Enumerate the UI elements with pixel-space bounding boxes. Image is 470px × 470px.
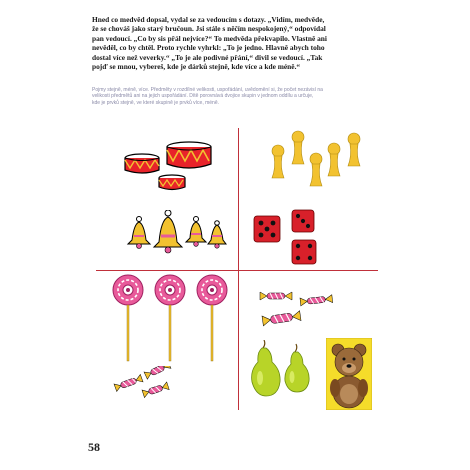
drums-group bbox=[118, 140, 218, 196]
lollipop-icon bbox=[113, 275, 143, 361]
story-text bbox=[92, 15, 376, 71]
vertical-divider bbox=[238, 128, 239, 410]
candy-icon bbox=[262, 311, 301, 326]
candy-icon bbox=[142, 382, 169, 398]
bells-group bbox=[126, 210, 231, 262]
bell-icon bbox=[208, 221, 226, 249]
pawn-icon bbox=[348, 133, 360, 166]
instruction-line: Pojmy stejně, méně, více. Předměty v rozdílné velikosti, uspořádání, uvědomění si, že počet nezávisí na bbox=[92, 87, 323, 93]
bell-icon bbox=[154, 210, 182, 253]
drum-icon bbox=[167, 142, 211, 168]
candy-icon bbox=[114, 374, 143, 391]
pawn-icon bbox=[328, 143, 340, 176]
candies-left-group bbox=[112, 366, 172, 406]
story-line: nevěděl, co by chtěl. Proto rychle vyhrkl: „To je jedno. Hlavně abych toho bbox=[92, 43, 325, 53]
drum-icon bbox=[159, 175, 185, 190]
instruction-line: velikosti předmětů ani na jejich uspořádání. Dítě porovnává dvojice skupin v jednom oddílu a určuje, bbox=[92, 93, 314, 100]
pawn-icon bbox=[292, 131, 304, 164]
exercise-instructions bbox=[92, 87, 382, 106]
pear-icon bbox=[285, 344, 309, 392]
teddy-bear-picture bbox=[326, 338, 372, 410]
die-icon bbox=[254, 216, 280, 242]
candy-icon bbox=[300, 295, 333, 306]
story-line: dostal více než veverky.“ „To je ale podivné přání,“ divil se vedoucí. „Tak bbox=[92, 52, 323, 62]
candy-icon bbox=[144, 366, 171, 379]
page-number: 58 bbox=[88, 440, 100, 454]
horizontal-divider bbox=[96, 270, 378, 271]
story-line: pojď se mnou, vybereš, kde je dárků stejně, kde více a kde méně.“ bbox=[92, 62, 301, 72]
die-icon bbox=[292, 210, 314, 232]
lollipop-icon bbox=[155, 275, 185, 361]
story-line: že se chováš jako starý bručoun. Jsi stále s něčím nespokojený,“ odpovídal bbox=[92, 24, 326, 34]
candy-icon bbox=[260, 292, 292, 300]
pawns-group bbox=[268, 130, 368, 200]
dice-group bbox=[252, 208, 322, 268]
story-line: pan vedoucí. „Co by sis přál nejvíce?“ To medvěda překvapilo. Vlastně ani bbox=[92, 33, 327, 43]
pears-group bbox=[246, 340, 316, 400]
instruction-line: kde je prvků stejně, ve které skupině je prvků více, méně. bbox=[92, 99, 220, 106]
drum-icon bbox=[125, 154, 159, 173]
lollipops-group bbox=[108, 272, 228, 364]
lollipop-icon bbox=[197, 275, 227, 361]
pawn-icon bbox=[272, 145, 284, 178]
pawn-icon bbox=[310, 153, 322, 186]
story-line: Hned co medvěd dopsal, vydal se za vedoucím s dotazy. „Vidím, medvěde, bbox=[92, 15, 325, 24]
candies-right-group bbox=[258, 288, 338, 334]
bell-icon bbox=[186, 217, 206, 247]
die-icon bbox=[292, 240, 316, 264]
pear-icon bbox=[252, 340, 281, 396]
bell-icon bbox=[128, 217, 150, 249]
